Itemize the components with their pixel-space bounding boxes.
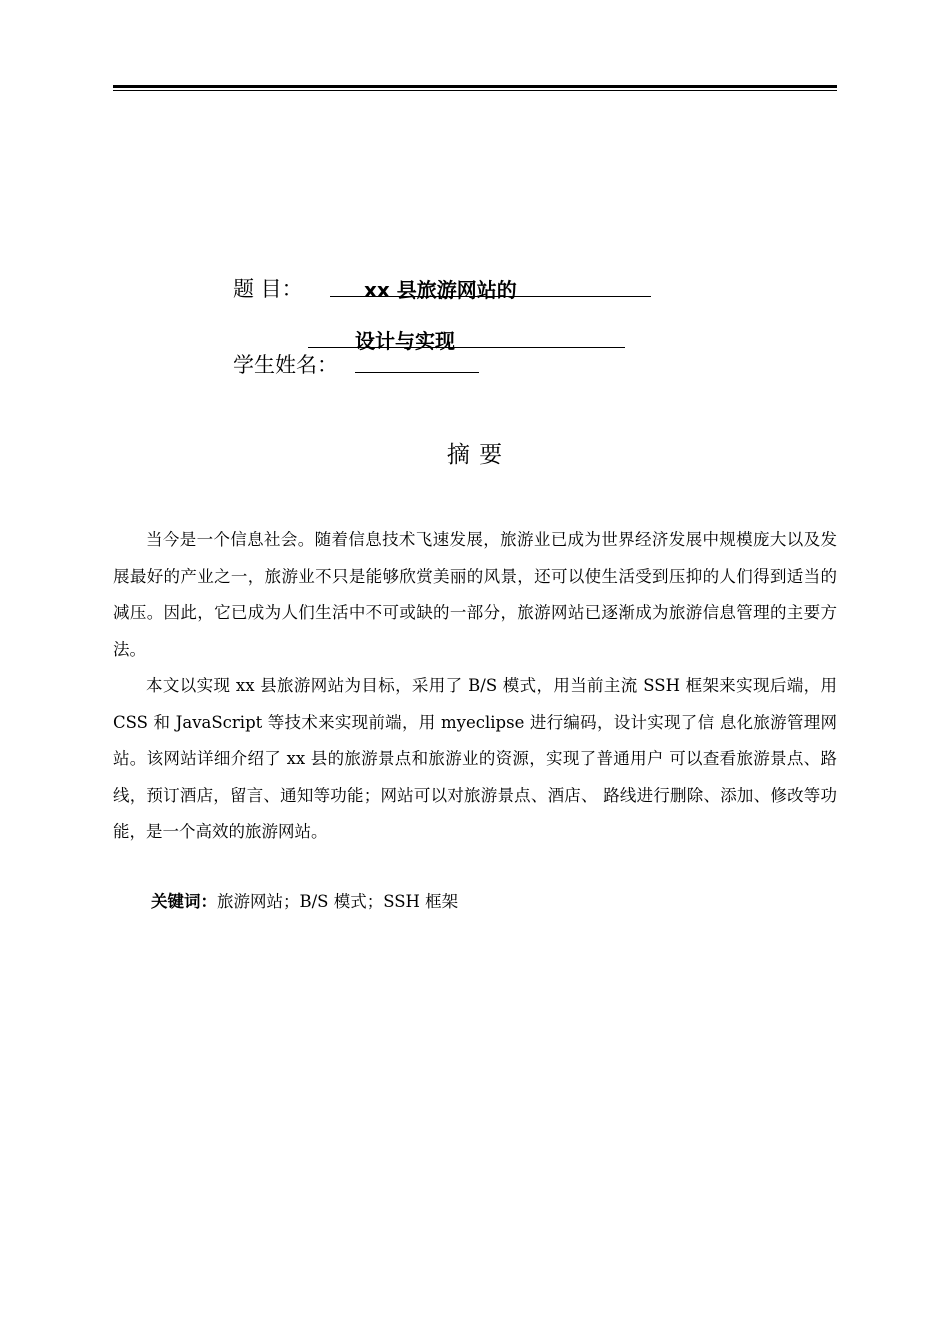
title-line-2: 设计与实现	[355, 329, 455, 353]
student-name-underline	[355, 372, 479, 373]
title-label: 题 目：	[233, 277, 303, 301]
abstract-body	[113, 522, 837, 851]
student-name-label: 学生姓名：	[233, 353, 338, 377]
abstract-paragraph-2: 本文以实现 xx 县旅游网站为目标，采用了 B/S 模式，用当前主流 SSH 框架来实现后端，用 CSS 和 JavaScript 等技术来实现前端，用 myeclipse 进行编码，设计实现了信 息化旅游管理网站。该网站详细介绍了 xx 县的旅游景点和旅游业的资源，实现了普通用户 可以查看旅游景点、路线，预订酒店，留言、通知等功能；网站可以对旅游景点、酒店、 路线进行删除、添加、修改等功能，是一个高效的旅游网站。	[113, 676, 837, 841]
keywords-line	[151, 888, 458, 912]
header-rule-thin	[113, 90, 837, 91]
header-rule-thick	[113, 85, 837, 88]
abstract-paragraph-1: 当今是一个信息社会。随着信息技术飞速发展，旅游业已成为世界经济发展中规模庞大以及发展最好的产业之一，旅游业不只是能够欣赏美丽的风景，还可以使生活受到压抑的人们得到适当的减压。因此，它已成为人们生活中不可或缺的一部分，旅游网站已逐渐成为旅游信息管理的主要方法。	[113, 530, 837, 659]
keywords-values: 旅游网站；B/S 模式；SSH 框架	[217, 892, 459, 911]
abstract-heading: 摘 要	[446, 442, 504, 468]
keywords-label: 关键词：	[151, 892, 217, 911]
title-line-1: xx 县旅游网站的	[364, 278, 517, 302]
